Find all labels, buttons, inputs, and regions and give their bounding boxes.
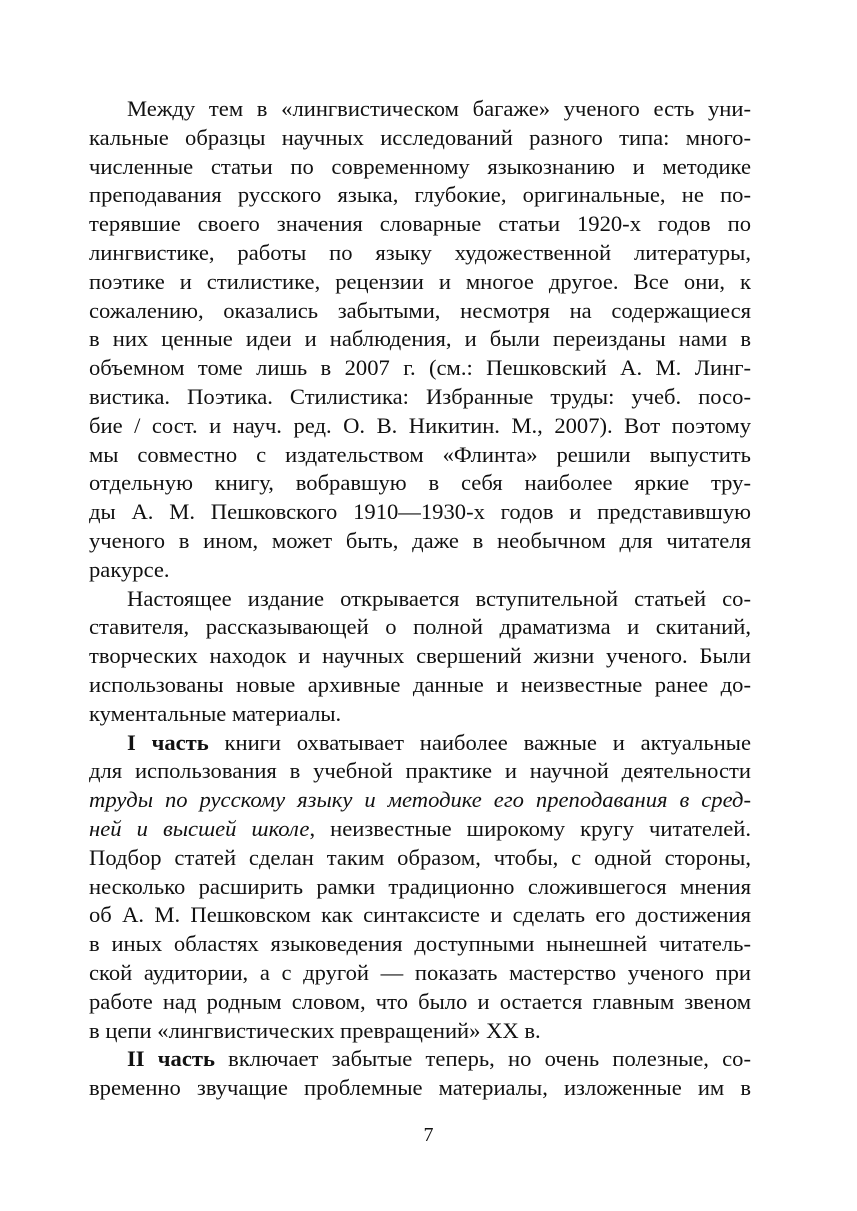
text-line: численные статьи по современному языкознанию и методике	[89, 153, 751, 179]
text-line: кальные образцы научных исследований разного типа: много-	[89, 124, 751, 150]
text-line: Подбор статей сделан таким образом, чтобы, с одной стороны,	[89, 844, 751, 870]
text-line: преподавания русского языка, глубокие, оригинальные, не по-	[89, 182, 751, 208]
text-line: ской аудитории, а с другой — показать мастерство ученого при	[89, 959, 751, 985]
text-line: терявшие своего значения словарные статьи 1920-х годов по	[89, 211, 751, 237]
italic-run: ней и высшей школе	[89, 815, 310, 841]
text-line-italic: труды по русскому языку и методике его преподавания в сред-	[89, 787, 751, 813]
text-line: Между тем в «лингвистическом багаже» ученого есть уни-	[127, 96, 751, 121]
text-line: временно звучащие проблемные материалы, изложенные им в	[89, 1075, 751, 1101]
page-body	[89, 95, 751, 1103]
text-line	[89, 815, 751, 844]
paragraph-2	[89, 585, 751, 729]
text-line: использованы новые архивные данные и неизвестные ранее до-	[89, 671, 751, 697]
part-two-heading: II часть	[127, 1046, 215, 1072]
text-line: творческих находок и научных свершений жизни ученого. Были	[89, 643, 751, 669]
text-line	[89, 729, 751, 758]
text-line: для использования в учебной практике и научной деятельности	[89, 758, 751, 784]
text-line: работе над родным словом, что было и остается главным звеном	[89, 988, 751, 1014]
text-line: отдельную книгу, вобравшую в себя наиболее яркие тру-	[89, 470, 751, 496]
text-line: лингвистике, работы по языку художественной литературы,	[89, 239, 751, 265]
text-line: в иных областях языковедения доступными нынешней читатель-	[89, 931, 751, 957]
text-line: об А. М. Пешковском как синтаксисте и сделать его достижения	[89, 902, 751, 928]
text-line	[89, 1045, 751, 1074]
text-line: кументальные материалы.	[89, 700, 342, 726]
part-one-heading: I часть	[127, 729, 209, 755]
text-line: мы совместно с издательством «Флинта» решили выпустить	[89, 441, 751, 467]
text-line: объемном томе лишь в 2007 г. (см.: Пешковский А. М. Линг-	[89, 355, 751, 381]
text-line: Настоящее издание открывается вступительной статьей со-	[127, 585, 751, 611]
text-line: в них ценные идеи и наблюдения, и были переизданы нами в	[89, 326, 751, 352]
text-line: в цепи «лингвистических превращений» XX в.	[89, 1017, 541, 1043]
paragraph-1	[89, 95, 751, 585]
text-run: книги охватывает наиболее важные и актуальные	[208, 729, 751, 755]
text-line: несколько расширить рамки традиционно сложившегося мнения	[89, 873, 751, 899]
text-line: ракурсе.	[89, 556, 170, 582]
paragraph-4	[89, 1045, 751, 1103]
text-line: поэтике и стилистике, рецензии и многое другое. Все они, к	[89, 268, 751, 294]
page-number: 7	[423, 1124, 434, 1146]
text-line: ученого в ином, может быть, даже в необычном для читателя	[89, 527, 751, 553]
text-line: сожалению, оказались забытыми, несмотря на содержащиеся	[89, 297, 751, 323]
text-line: ставителя, рассказывающей о полной драматизма и скитаний,	[89, 614, 751, 640]
text-line: вистика. Поэтика. Стилистика: Избранные труды: учеб. посо-	[89, 383, 751, 409]
text-line: бие / сост. и науч. ред. О. В. Никитин. М., 2007). Вот поэтому	[89, 412, 751, 438]
text-run: включает забытые теперь, но очень полезные, со-	[214, 1046, 751, 1072]
text-run: , неизвестные широкому кругу читателей.	[309, 815, 751, 841]
paragraph-3	[89, 729, 751, 1046]
text-line: ды А. М. Пешковского 1910—1930-х годов и представившую	[89, 499, 751, 525]
